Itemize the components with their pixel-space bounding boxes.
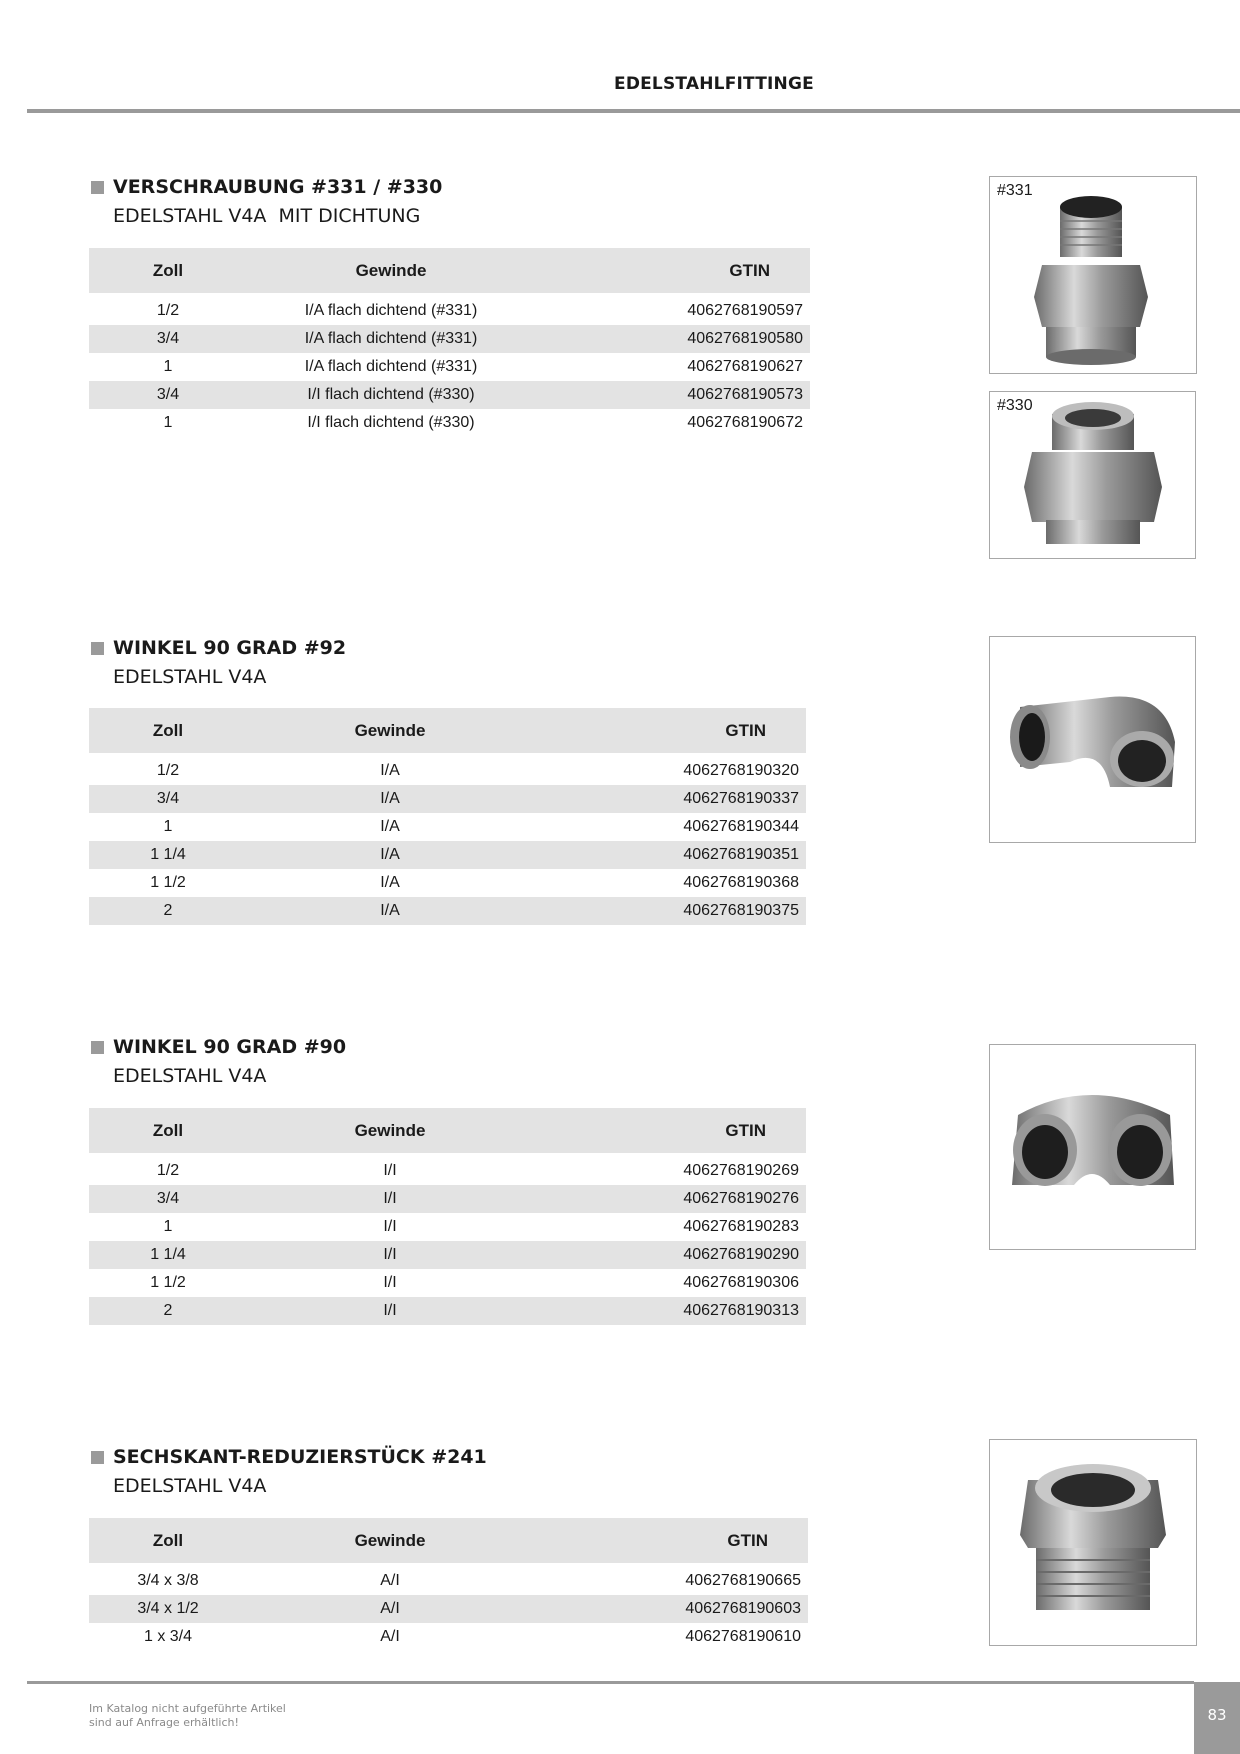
union-male-female-fitting-icon bbox=[990, 177, 1196, 373]
product-table bbox=[89, 708, 806, 925]
cell-gtin: 4062768190351 bbox=[533, 841, 806, 869]
column-header-zoll: Zoll bbox=[89, 708, 247, 753]
product-table bbox=[89, 248, 810, 437]
cell-gtin: 4062768190627 bbox=[687, 358, 803, 375]
table-row bbox=[89, 1623, 808, 1651]
section-subtitle: EDELSTAHL V4A MIT DICHTUNG bbox=[113, 205, 421, 227]
product-image-331 bbox=[989, 176, 1197, 374]
cell-gtin: 4062768190603 bbox=[533, 1595, 808, 1623]
cell-zoll: 1 bbox=[163, 358, 173, 375]
cell-gewinde: I/A flach dichtend (#331) bbox=[247, 325, 535, 353]
section-title: SECHSKANT-REDUZIERSTÜCK #241 bbox=[113, 1446, 487, 1468]
cell-zoll: 2 bbox=[89, 897, 247, 925]
table-row bbox=[89, 353, 810, 381]
table-row bbox=[89, 1595, 808, 1623]
cell-gtin: 4062768190313 bbox=[533, 1297, 806, 1325]
union-female-fitting-icon bbox=[990, 392, 1195, 558]
table-row bbox=[89, 757, 806, 785]
column-header-zoll: Zoll bbox=[89, 248, 247, 293]
product-table bbox=[89, 1108, 806, 1325]
elbow-female-fitting-icon bbox=[990, 1045, 1195, 1249]
cell-gtin: 4062768190580 bbox=[535, 325, 810, 353]
cell-gewinde: I/I bbox=[383, 1274, 397, 1291]
image-label: #330 bbox=[997, 397, 1033, 414]
cell-gewinde: I/A bbox=[247, 841, 533, 869]
cell-zoll: 3/4 bbox=[89, 325, 247, 353]
table-row bbox=[89, 1269, 806, 1297]
section-subtitle: EDELSTAHL V4A bbox=[113, 666, 267, 688]
product-image-241 bbox=[989, 1439, 1197, 1646]
footer-note bbox=[89, 1702, 286, 1730]
cell-gtin: 4062768190597 bbox=[687, 302, 803, 319]
cell-gewinde: I/I bbox=[247, 1297, 533, 1325]
cell-gtin: 4062768190672 bbox=[687, 414, 803, 431]
product-image-90 bbox=[989, 1044, 1196, 1250]
cell-zoll: 3/4 x 1/2 bbox=[89, 1595, 247, 1623]
page-number: 83 bbox=[1194, 1682, 1240, 1754]
cell-gewinde: I/I bbox=[247, 1185, 533, 1213]
cell-gewinde: I/A bbox=[380, 818, 400, 835]
cell-gewinde: I/I flach dichtend (#330) bbox=[307, 414, 475, 431]
section-reduzierstueck bbox=[89, 1446, 809, 1506]
cell-gtin: 4062768190337 bbox=[533, 785, 806, 813]
cell-zoll: 1 1/2 bbox=[150, 874, 186, 891]
section-bullet bbox=[91, 181, 104, 194]
section-bullet bbox=[91, 1041, 104, 1054]
column-header-gtin: GTIN bbox=[535, 248, 810, 293]
column-header-gtin: GTIN bbox=[533, 708, 806, 753]
cell-zoll: 1 1/4 bbox=[89, 841, 247, 869]
table-row bbox=[89, 381, 810, 409]
image-label: #331 bbox=[997, 182, 1033, 199]
section-subtitle: EDELSTAHL V4A bbox=[113, 1065, 267, 1087]
column-header-gtin: GTIN bbox=[533, 1518, 808, 1563]
table-row bbox=[89, 297, 810, 325]
product-image-330 bbox=[989, 391, 1196, 559]
table-header-row bbox=[89, 708, 806, 753]
cell-gtin: 4062768190320 bbox=[683, 762, 799, 779]
cell-gtin: 4062768190375 bbox=[533, 897, 806, 925]
cell-gewinde: I/A bbox=[380, 874, 400, 891]
cell-gtin: 4062768190610 bbox=[685, 1628, 801, 1645]
cell-gewinde: A/I bbox=[247, 1595, 533, 1623]
cell-zoll: 1 x 3/4 bbox=[143, 1628, 193, 1645]
cell-gewinde: I/I flach dichtend (#330) bbox=[247, 381, 535, 409]
cell-gtin: 4062768190368 bbox=[683, 874, 799, 891]
cell-gtin: 4062768190306 bbox=[683, 1274, 799, 1291]
product-image-92 bbox=[989, 636, 1196, 843]
column-header-zoll: Zoll bbox=[89, 1108, 247, 1153]
header-divider bbox=[27, 109, 1240, 113]
cell-zoll: 3/4 bbox=[89, 1185, 247, 1213]
cell-gewinde: I/I bbox=[383, 1218, 397, 1235]
footer-note-line: sind auf Anfrage erhältlich! bbox=[89, 1716, 239, 1729]
column-header-gtin: GTIN bbox=[533, 1108, 806, 1153]
cell-gtin: 4062768190665 bbox=[685, 1572, 801, 1589]
cell-zoll: 1/2 bbox=[156, 302, 180, 319]
column-header-gewinde: Gewinde bbox=[247, 708, 533, 753]
section-verschraubung bbox=[89, 176, 809, 236]
section-title: WINKEL 90 GRAD #92 bbox=[113, 637, 347, 659]
section-bullet bbox=[91, 642, 104, 655]
table-header-row bbox=[89, 248, 810, 293]
cell-gewinde: A/I bbox=[380, 1628, 400, 1645]
cell-gtin: 4062768190573 bbox=[535, 381, 810, 409]
table-row bbox=[89, 1185, 806, 1213]
cell-gewinde: I/A flach dichtend (#331) bbox=[304, 302, 478, 319]
cell-zoll: 1 1/2 bbox=[150, 1274, 186, 1291]
cell-zoll: 1 bbox=[163, 414, 173, 431]
hex-reducer-fitting-icon bbox=[990, 1440, 1196, 1645]
cell-zoll: 2 bbox=[89, 1297, 247, 1325]
section-title: WINKEL 90 GRAD #90 bbox=[113, 1036, 347, 1058]
cell-zoll: 3/4 bbox=[89, 381, 247, 409]
cell-gewinde: I/A bbox=[247, 785, 533, 813]
table-row bbox=[89, 785, 806, 813]
section-winkel-92 bbox=[89, 637, 809, 697]
cell-zoll: 3/4 x 3/8 bbox=[137, 1572, 199, 1589]
table-row bbox=[89, 897, 806, 925]
footer-divider bbox=[27, 1681, 1194, 1684]
column-header-gewinde: Gewinde bbox=[247, 248, 535, 293]
column-header-gewinde: Gewinde bbox=[247, 1518, 533, 1563]
table-row bbox=[89, 1241, 806, 1269]
section-subtitle: EDELSTAHL V4A bbox=[113, 1475, 267, 1497]
column-header-zoll: Zoll bbox=[89, 1518, 247, 1563]
cell-gtin: 4062768190276 bbox=[533, 1185, 806, 1213]
table-row bbox=[89, 841, 806, 869]
page-header-title: EDELSTAHLFITTINGE bbox=[614, 74, 814, 94]
table-row bbox=[89, 409, 810, 437]
cell-gewinde: I/A flach dichtend (#331) bbox=[304, 358, 478, 375]
section-title: VERSCHRAUBUNG #331 / #330 bbox=[113, 176, 443, 198]
cell-gtin: 4062768190290 bbox=[533, 1241, 806, 1269]
cell-gewinde: I/I bbox=[383, 1162, 397, 1179]
table-row bbox=[89, 1297, 806, 1325]
section-bullet bbox=[91, 1451, 104, 1464]
cell-gewinde: I/A bbox=[380, 762, 400, 779]
section-winkel-90 bbox=[89, 1036, 809, 1096]
table-row bbox=[89, 325, 810, 353]
cell-zoll: 1 1/4 bbox=[89, 1241, 247, 1269]
cell-zoll: 1 bbox=[163, 1218, 173, 1235]
cell-gtin: 4062768190344 bbox=[683, 818, 799, 835]
cell-gtin: 4062768190283 bbox=[683, 1218, 799, 1235]
cell-zoll: 1/2 bbox=[156, 1162, 180, 1179]
table-row bbox=[89, 813, 806, 841]
cell-gewinde: I/A bbox=[247, 897, 533, 925]
table-header-row bbox=[89, 1108, 806, 1153]
footer-note-line: Im Katalog nicht aufgeführte Artikel bbox=[89, 1702, 286, 1715]
table-row bbox=[89, 1157, 806, 1185]
product-table bbox=[89, 1518, 808, 1651]
cell-zoll: 3/4 bbox=[89, 785, 247, 813]
table-header-row bbox=[89, 1518, 808, 1563]
cell-gewinde: A/I bbox=[380, 1572, 400, 1589]
table-row bbox=[89, 869, 806, 897]
cell-zoll: 1/2 bbox=[156, 762, 180, 779]
cell-gtin: 4062768190269 bbox=[683, 1162, 799, 1179]
elbow-male-female-fitting-icon bbox=[990, 637, 1195, 842]
table-row bbox=[89, 1213, 806, 1241]
cell-gewinde: I/I bbox=[247, 1241, 533, 1269]
cell-zoll: 1 bbox=[163, 818, 173, 835]
table-row bbox=[89, 1567, 808, 1595]
column-header-gewinde: Gewinde bbox=[247, 1108, 533, 1153]
